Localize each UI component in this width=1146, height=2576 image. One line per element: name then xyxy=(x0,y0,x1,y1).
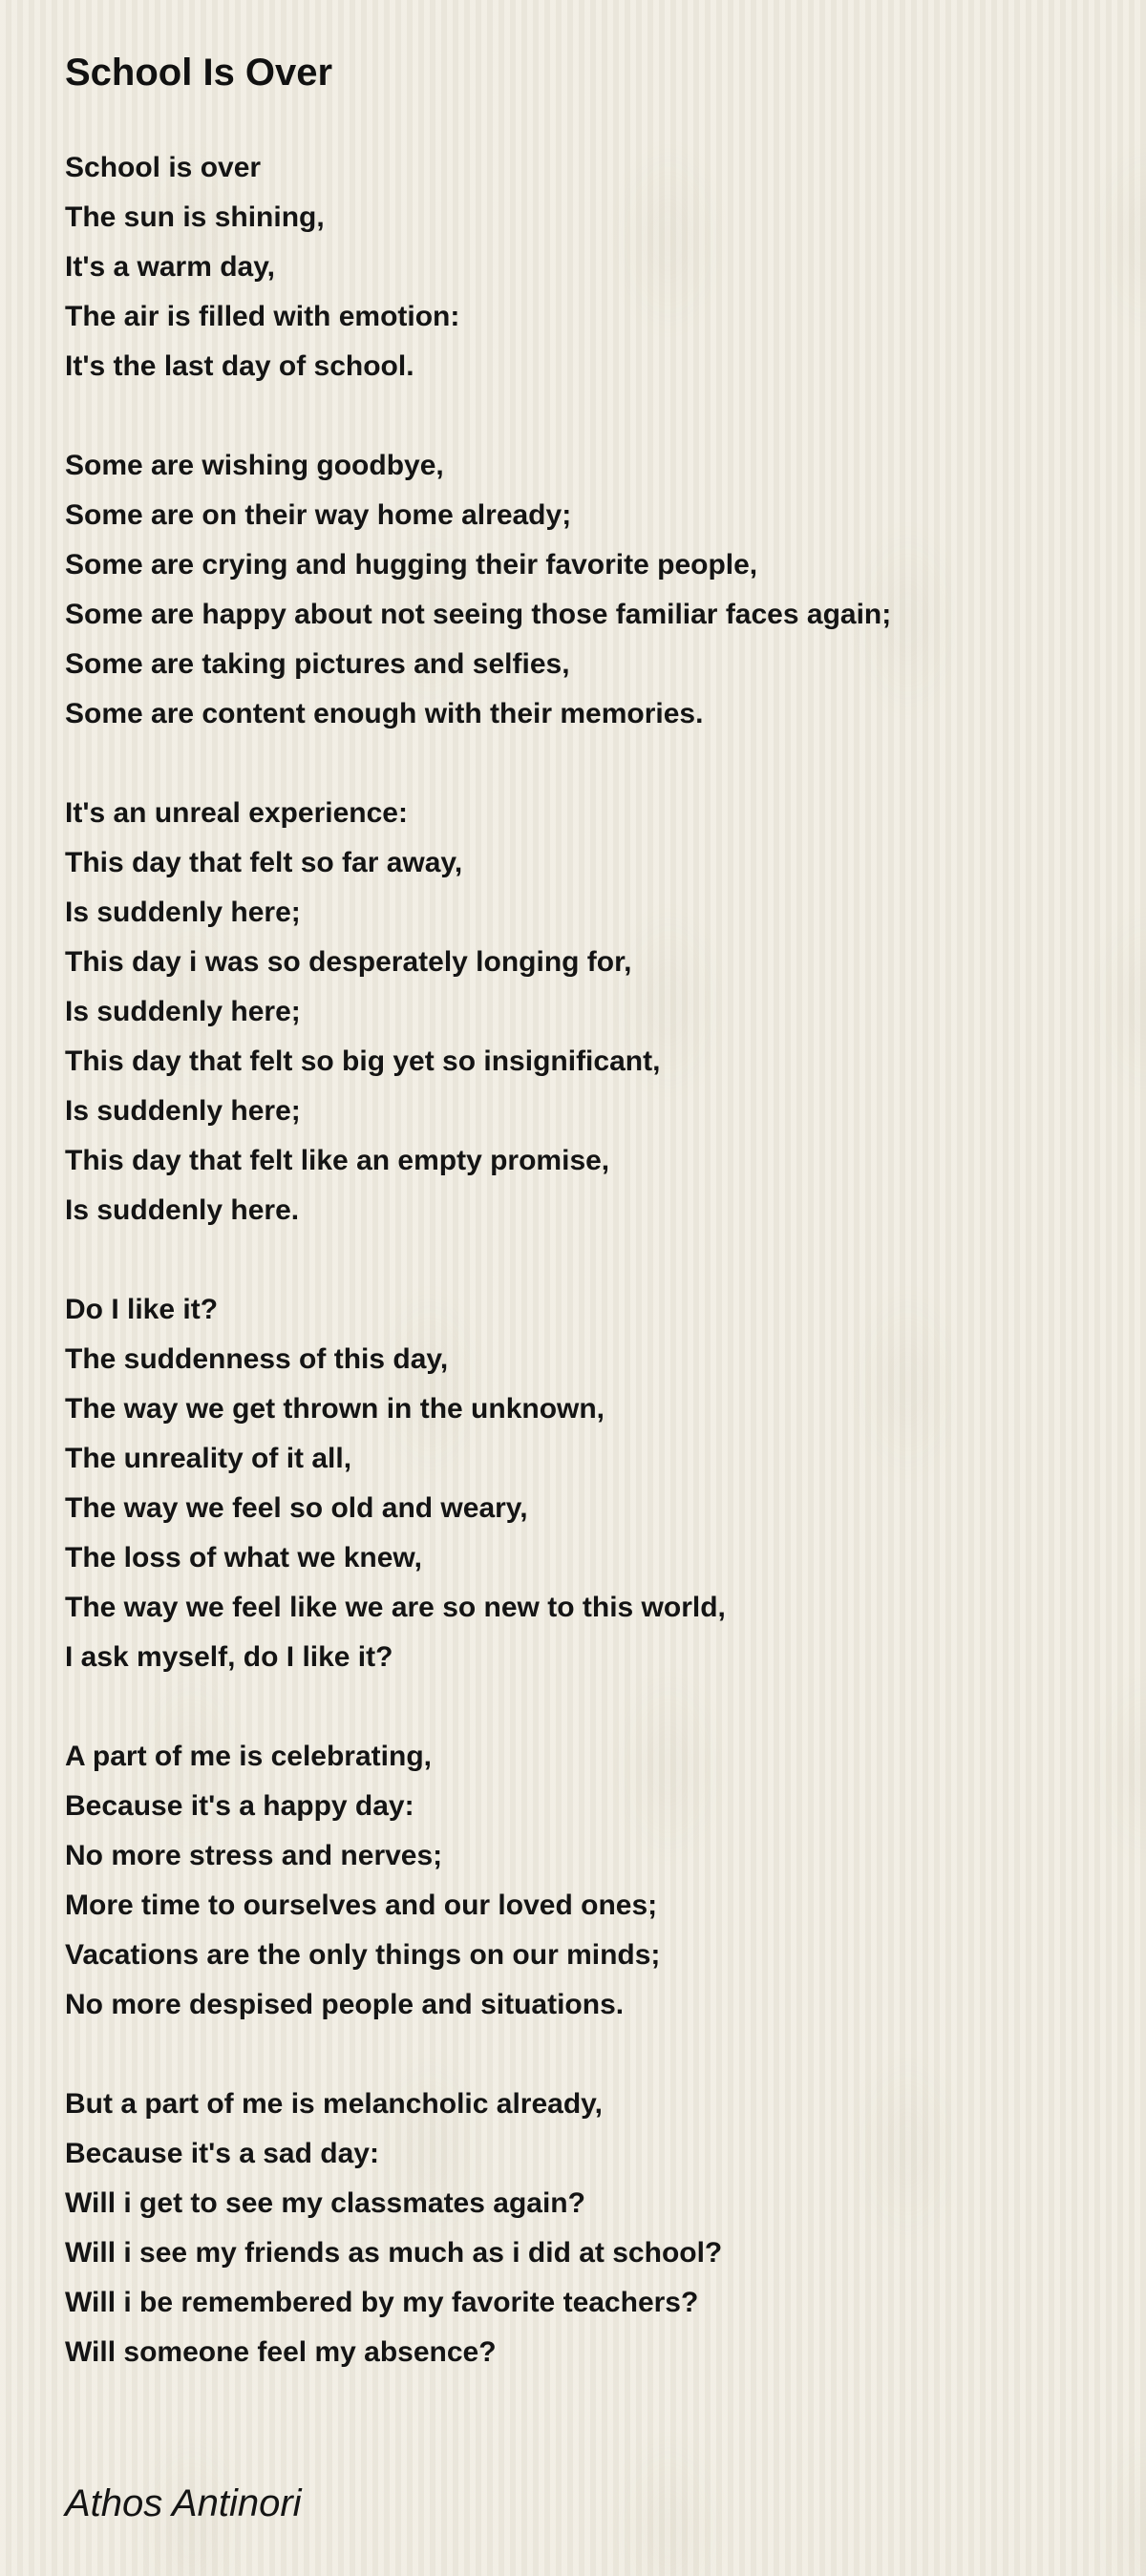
poem-line: Some are wishing goodbye, xyxy=(65,450,444,481)
poem-line: Because it's a happy day: xyxy=(65,1790,414,1822)
poem-line: Some are crying and hugging their favorite people, xyxy=(65,549,758,581)
poem-line: The suddenness of this day, xyxy=(65,1343,449,1375)
poem-line: I ask myself, do I like it? xyxy=(65,1641,393,1673)
poem-stanza xyxy=(65,1285,1096,1682)
poem-title: School Is Over xyxy=(65,52,333,94)
poem-body xyxy=(65,143,1096,2427)
poem-line: No more despised people and situations. xyxy=(65,1989,625,2020)
poem-line: Some are happy about not seeing those familiar faces again; xyxy=(65,599,892,630)
poem-line: Some are on their way home already; xyxy=(65,499,572,531)
poem-line: Do I like it? xyxy=(65,1294,219,1325)
poem-stanza xyxy=(65,2080,1096,2377)
poem-line: Is suddenly here; xyxy=(65,1095,301,1127)
poem-stanza xyxy=(65,789,1096,1235)
poem-line: School is over xyxy=(65,152,262,183)
poem-line: But a part of me is melancholic already, xyxy=(65,2088,603,2120)
poem-line: Will i see my friends as much as i did at school? xyxy=(65,2237,723,2269)
poem-line: This day that felt so far away, xyxy=(65,847,463,878)
poem-line: A part of me is celebrating, xyxy=(65,1741,432,1772)
poem-line: This day that felt so big yet so insignificant, xyxy=(65,1045,661,1077)
poem-line: The way we feel like we are so new to this world, xyxy=(65,1592,726,1623)
poem-line: Because it's a sad day: xyxy=(65,2138,379,2169)
poem-line: This day i was so desperately longing for, xyxy=(65,946,632,978)
poem-line: Is suddenly here. xyxy=(65,1194,300,1226)
poem-stanza xyxy=(65,143,1096,391)
poem-line: The air is filled with emotion: xyxy=(65,301,460,332)
poem-author: Athos Antinori xyxy=(65,2482,302,2524)
poem-stanza xyxy=(65,1732,1096,2030)
poem-line: Is suddenly here; xyxy=(65,996,301,1027)
poem-line: Will i get to see my classmates again? xyxy=(65,2187,585,2219)
poem-line: Vacations are the only things on our minds; xyxy=(65,1939,661,1971)
poem-line: The loss of what we knew, xyxy=(65,1542,422,1573)
poem-line: The unreality of it all, xyxy=(65,1443,352,1474)
poem-line: More time to ourselves and our loved ones; xyxy=(65,1890,658,1921)
poem-line: The sun is shining, xyxy=(65,201,325,233)
poem-line: The way we feel so old and weary, xyxy=(65,1492,528,1524)
poem-line: Some are taking pictures and selfies, xyxy=(65,648,570,680)
poem-line: Some are content enough with their memories. xyxy=(65,698,704,729)
poem-line: The way we get thrown in the unknown, xyxy=(65,1393,605,1425)
poem-stanza xyxy=(65,441,1096,739)
poem-line: No more stress and nerves; xyxy=(65,1840,443,1871)
poem-line: Will someone feel my absence? xyxy=(65,2336,497,2368)
poem-line: It's a warm day, xyxy=(65,251,276,283)
poem-line: Will i be remembered by my favorite teachers? xyxy=(65,2287,699,2318)
poem-line: It's an unreal experience: xyxy=(65,797,408,829)
poem-line: It's the last day of school. xyxy=(65,350,414,382)
poem-line: Is suddenly here; xyxy=(65,897,301,928)
poem-line: This day that felt like an empty promise, xyxy=(65,1145,610,1176)
